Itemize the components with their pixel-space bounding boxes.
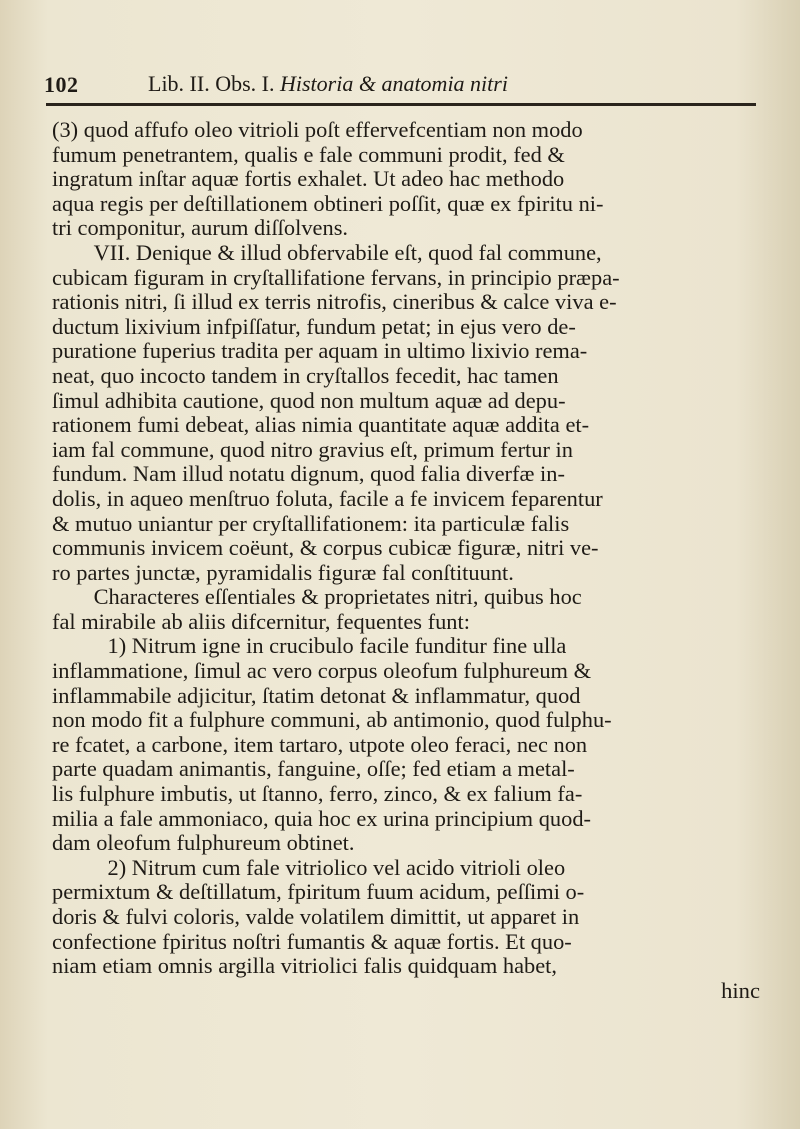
running-head [148, 71, 508, 97]
text-line: permixtum & deſtillatum, fpiritum fuum acidum, peſſimi o- [52, 879, 585, 905]
catchword: hinc [721, 977, 760, 1003]
text-line: cubicam figuram in cryſtallifatione fervans, in principio præpa- [52, 264, 620, 290]
text-line: non modo fit a fulphure communi, ab antimonio, quod fulphu- [52, 707, 612, 733]
text-line: doris & fulvi coloris, valde volatilem dimittit, ut apparet in [52, 904, 580, 929]
text-line: tri componitur, aurum diſſolvens. [52, 215, 349, 241]
text-line: rationis nitri, ſi illud ex terris nitrofis, cineribus & calce viva e- [52, 289, 617, 315]
text-line: lis fulphure imbutis, ut ſtanno, ferro, zinco, & ex falium fa- [52, 781, 583, 807]
book-section: Lib. II. Obs. I. [148, 71, 275, 96]
paragraph-start: 1) Nitrum igne in crucibulo facile funditur fine ulla [107, 633, 567, 659]
text-line: puratione fuperius tradita per aquam in ultimo lixivio rema- [52, 338, 588, 364]
text-line: fundum. Nam illud notatu dignum, quod falia diverfæ in- [52, 461, 565, 487]
text-line: parte quadam animantis, fanguine, oſſe; fed etiam a metal- [52, 756, 575, 782]
text-line: communis invicem coëunt, & corpus cubicæ figuræ, nitri ve- [52, 535, 599, 561]
header-rule [46, 103, 756, 106]
text-line: (3) quod affufo oleo vitrioli poſt effervefcentiam non modo [52, 117, 583, 142]
text-line: ingratum inſtar aquæ fortis exhalet. Ut adeo hac methodo [52, 166, 565, 192]
text-line: & mutuo uniantur per cryſtallifationem: ita particulæ falis [52, 510, 570, 536]
running-title: Historia & anatomia nitri [279, 71, 508, 96]
text-line: iam fal commune, quod nitro gravius eſt, primum fertur in [52, 436, 573, 462]
page-number: 102 [44, 72, 79, 97]
text-line: re fcatet, a carbone, item tartaro, utpote oleo feraci, nec non [52, 731, 588, 757]
text-line: fal mirabile ab aliis difcernitur, fequentes funt: [52, 608, 470, 634]
body-text [52, 118, 764, 1003]
text-line: milia a fale ammoniaco, quia hoc ex urina principium quod- [52, 805, 591, 831]
text-line: aqua regis per deſtillationem obtineri poſſit, quæ ex fpiritu ni- [52, 190, 604, 216]
paragraph-start: 2) Nitrum cum fale vitriolico vel acido vitrioli oleo [107, 854, 566, 880]
text-line: confectione fpiritus noſtri fumantis & aquæ fortis. Et quo- [52, 928, 572, 954]
text-line: ro partes junctæ, pyramidalis figuræ fal conſtituunt. [52, 559, 514, 585]
text-line: dolis, in aqueo menſtruo foluta, facile a fe invicem feparentur [52, 485, 603, 511]
text-line: inflammabile adjicitur, ſtatim detonat & inflammatur, quod [52, 682, 581, 708]
page-header [44, 70, 756, 104]
text-line: niam etiam omnis argilla vitriolici falis quidquam habet, [52, 953, 558, 979]
paragraph-start: VII. Denique & illud obfervabile eſt, quod fal commune, [93, 239, 602, 265]
text-line: neat, quo incocto tandem in cryſtallos fecedit, hac tamen [52, 362, 559, 388]
text-line: ſimul adhibita cautione, quod non multum aquæ ad depu- [52, 387, 566, 413]
text-line: rationem fumi debeat, alias nimia quantitate aquæ addita et- [52, 412, 590, 438]
text-line: dam oleofum fulphureum obtinet. [52, 830, 355, 856]
text-line: inflammatione, ſimul ac vero corpus oleofum fulphureum & [52, 658, 592, 684]
text-line: fumum penetrantem, qualis e fale communi prodit, fed & [52, 141, 565, 167]
paragraph-start: Characteres eſſentiales & proprietates nitri, quibus hoc [93, 584, 582, 610]
text-line: ductum lixivium infpiſſatur, fundum petat; in ejus vero de- [52, 313, 576, 339]
